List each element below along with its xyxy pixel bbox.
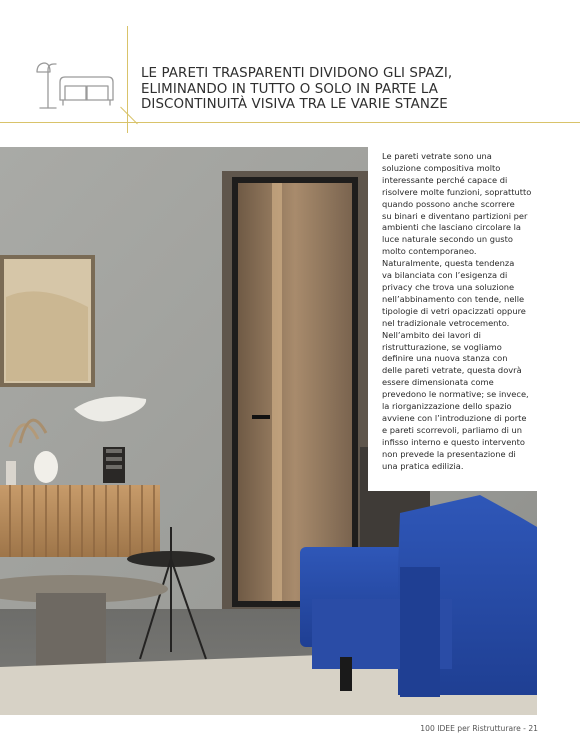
header-horizontal-rule [0, 122, 580, 123]
header-vertical-rule [127, 26, 128, 133]
sofa-outline-icon [34, 60, 118, 110]
heading-line: LE PARETI TRASPARENTI DIVIDONO GLI SPAZI, [141, 66, 453, 81]
heading-line: ELIMINANDO IN TUTTO O SOLO IN PARTE LA [141, 81, 438, 97]
page-footer: 100 IDEE per Ristrutturare - 21 [420, 724, 538, 733]
article-body: Le pareti vetrate sono una soluzione compositiva molto interessante perché capace di risolvere molte funzioni, soprattutto quando possono anche scorrere su binari e diventano partizioni per ambienti che lasciano circolare la luce naturale secondo un gusto molto contemporaneo. Naturalmente, questa tendenza va bilanciata con l’esigenza di privacy che trova una soluzione nell’abbinamento con tende, nelle tipologie di vetri opacizzati oppure nel tradizionale vetrocemento. Nell’ambito dei lavori di ristrutturazione, se vogliamo definire una nuova stanza con delle pareti vetrate, questa dovrà essere dimensionata come prevedono le normative; se invece, la riorganizzazione dello spazio avviene con l’introduzione di porte e pareti scorrevoli, parliamo di un infisso interno e questo intervento non prevede la presentazione di una pratica edilizia. [382, 151, 532, 471]
heading-line: DISCONTINUITÀ VISIVA TRA LE VARIE STANZE [141, 97, 448, 113]
page-heading [141, 66, 561, 113]
